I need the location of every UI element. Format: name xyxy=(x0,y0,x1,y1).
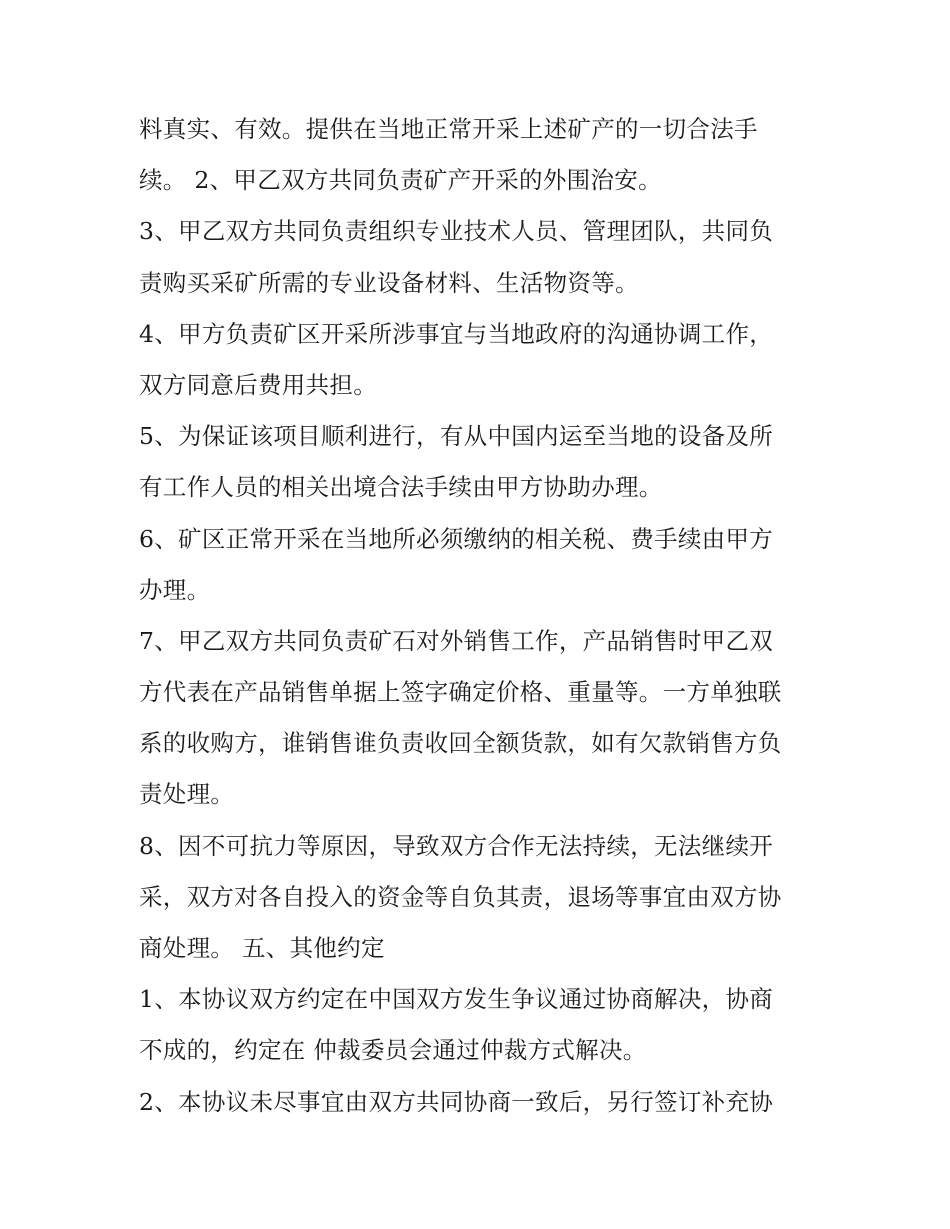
text-line: 有工作人员的相关出境合法手续由甲方协助办理。 xyxy=(139,473,663,502)
text-line: 6、矿区正常开采在当地所必须缴纳的相关税、费手续由甲方 xyxy=(139,524,774,553)
text-line: 5、为保证该项目顺利进行，有从中国内运至当地的设备及所 xyxy=(139,422,774,451)
text-line: 商处理。 五、其他约定 xyxy=(139,934,385,962)
text-line: 不成的，约定在 仲裁委员会通过仲裁方式解决。 xyxy=(139,1036,647,1065)
text-line: 责处理。 xyxy=(139,780,235,809)
document-body xyxy=(139,104,829,1128)
text-line: 方代表在产品销售单据上签字确定价格、重量等。一方单独联 xyxy=(139,678,782,707)
text-line: 1、本协议双方约定在中国双方发生争议通过协商解决，协商 xyxy=(139,985,774,1014)
text-line: 系的收购方，谁销售谁负责收回全额货款，如有欠款销售方负 xyxy=(139,729,782,758)
text-line: 续。 2、甲乙双方共同负责矿产开采的外围治安。 xyxy=(139,166,662,195)
text-line: 2、本协议未尽事宜由双方共同协商一致后，另行签订补充协 xyxy=(139,1087,774,1116)
text-line: 料真实、有效。提供在当地正常开采上述矿产的一切合法手 xyxy=(139,115,758,143)
text-line: 4、甲方负责矿区开采所涉事宜与当地政府的沟通协调工作， xyxy=(139,319,774,348)
text-line: 办理。 xyxy=(139,575,211,604)
text-line: 采，双方对各自投入的资金等自负其责，退场等事宜由双方协 xyxy=(139,882,782,911)
text-line: 7、甲乙双方共同负责矿石对外销售工作，产品销售时甲乙双 xyxy=(139,626,774,655)
text-line: 3、甲乙双方共同负责组织专业技术人员、管理团队，共同负 xyxy=(139,217,774,246)
text-line: 8、因不可抗力等原因，导致双方合作无法持续，无法继续开 xyxy=(139,831,774,860)
text-line: 双方同意后费用共担。 xyxy=(139,370,377,399)
text-line: 责购买采矿所需的专业设备材料、生活物资等。 xyxy=(139,268,639,297)
